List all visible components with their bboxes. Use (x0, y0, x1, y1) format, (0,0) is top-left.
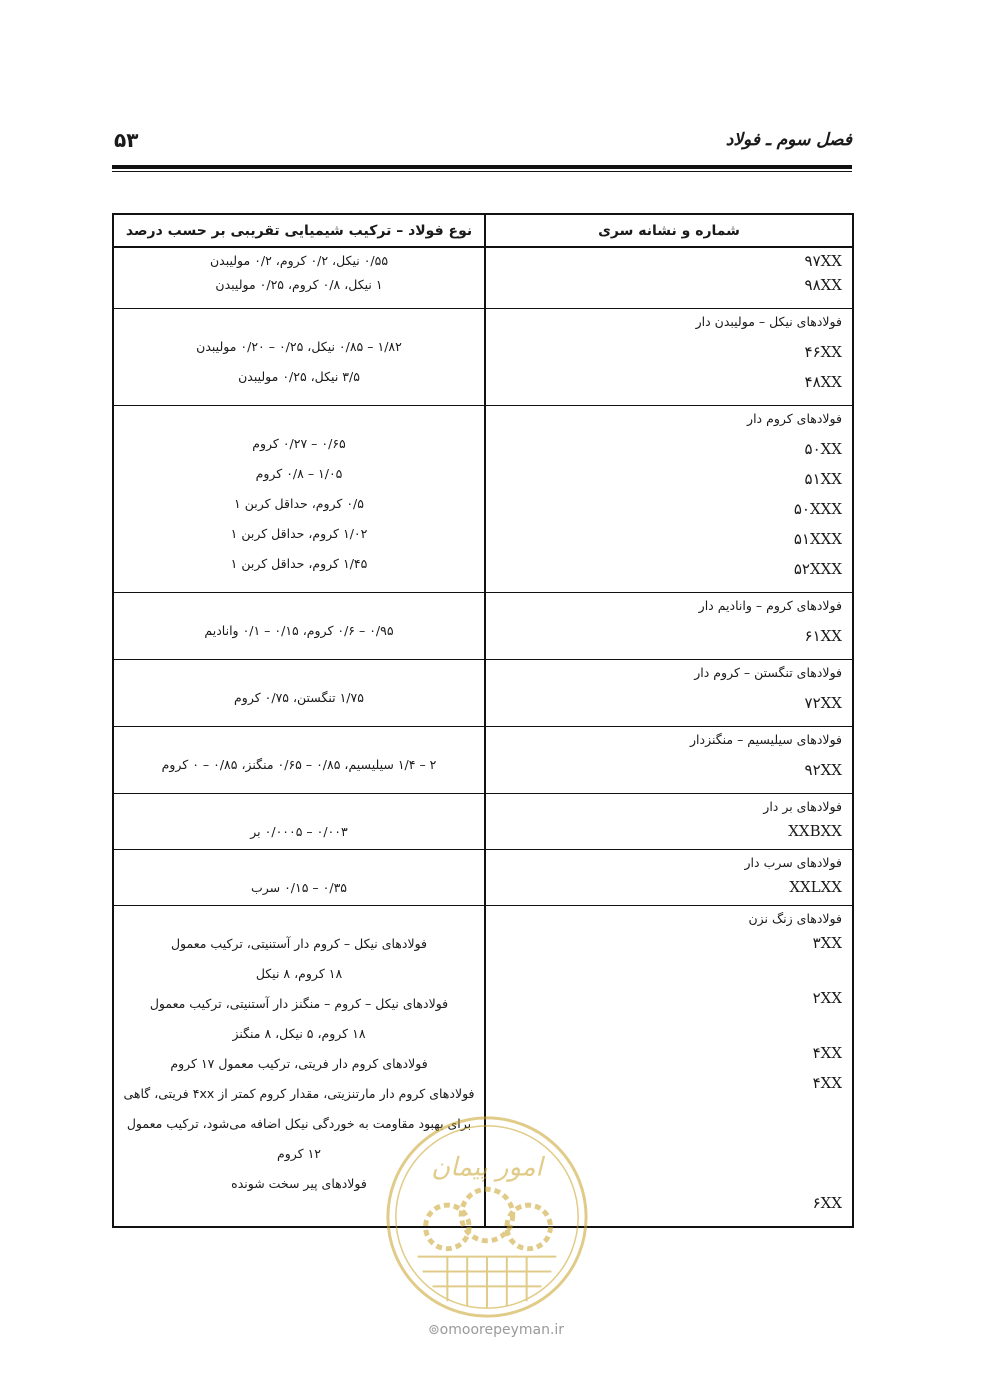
composition-line: ۱/۰۵ – ۰/۸ کروم (255, 466, 343, 481)
header-rule-thick (112, 165, 852, 169)
composition-line: ۳/۵ نیکل، ۰/۲۵ مولیبدن (238, 369, 360, 384)
table-row (113, 406, 853, 593)
composition-cell (113, 660, 485, 727)
series-cell (485, 660, 853, 727)
series-column-header: شماره و نشانه سری (485, 214, 853, 247)
table-row (113, 660, 853, 727)
composition-line: فولادهای نیکل – کروم – منگنز دار آستنیتی، ترکیب معمول (149, 996, 449, 1011)
series-cell (485, 850, 853, 906)
composition-line: ۱/۷۵ تنگستن، ۰/۷۵ کروم (234, 690, 364, 705)
steel-series-table (112, 213, 854, 1228)
composition-line: ۱۸ کروم، ۵ نیکل، ۸ منگنز (232, 1026, 366, 1041)
group-title: فولادهای زنگ نزن (748, 911, 842, 926)
composition-cell (113, 593, 485, 660)
table-row (113, 794, 853, 850)
chapter-title: فصل سوم ـ فولاد (725, 130, 852, 150)
composition-line: ۱/۸۲ – ۰/۸۵ نیکل، ۰/۲۵ – ۰/۲۰ مولیبدن (196, 339, 402, 354)
composition-line: ۱۸ کروم، ۸ نیکل (255, 966, 343, 981)
composition-line: فولادهای نیکل – کروم دار آستنیتی، ترکیب معمول (170, 936, 428, 951)
composition-line: ۰/۰۰۳ – ۰/۰۰۰۵ بر (250, 824, 348, 839)
composition-line: ۰/۵۵ نیکل، ۰/۲ کروم، ۰/۲ مولیبدن (209, 253, 389, 268)
composition-line: برای بهبود مقاومت به خوردگی نیکل اضافه می‌شود، ترکیب معمول (126, 1116, 472, 1131)
group-title: فولادهای نیکل – مولیبدن دار (695, 314, 842, 329)
series-code: ۹۸XX (804, 276, 842, 294)
series-code: ۳XX (812, 934, 842, 952)
table-row (113, 593, 853, 660)
series-code: ۷۲XX (804, 694, 842, 712)
table-row (113, 727, 853, 794)
series-code: ۵۱XX (804, 470, 842, 488)
series-cell (485, 794, 853, 850)
series-code: ۵۰XX (804, 440, 842, 458)
site-url-text: omoorepeyman.ir (439, 1322, 565, 1338)
composition-cell (113, 850, 485, 906)
at-sign-icon: ⊚ (427, 1322, 440, 1338)
series-code: ۴XX (812, 1044, 842, 1062)
series-code: ۲XX (812, 989, 842, 1007)
series-cell (485, 247, 853, 309)
watermark-seal-logo (378, 1108, 596, 1326)
series-code: ۴۶XX (804, 343, 842, 361)
series-code: ۹۲XX (804, 761, 842, 779)
composition-line: ۰/۵ کروم، حداقل کربن ۱ (234, 496, 364, 511)
series-cell (485, 727, 853, 794)
group-title: فولادهای تنگستن – کروم دار (694, 665, 842, 680)
composition-column-header: نوع فولاد – ترکیب شیمیایی تقریبی بر حسب درصد (113, 214, 485, 247)
series-code: ۴XX (812, 1074, 842, 1092)
header-rule-thin (112, 171, 852, 172)
composition-line: ۰/۹۵ – ۰/۶ کروم، ۰/۱۵ – ۰/۱ وانادیم (204, 623, 394, 638)
composition-line: ۰/۳۵ – ۰/۱۵ سرب (250, 880, 348, 895)
table-row (113, 247, 853, 309)
page-header (112, 128, 852, 158)
table-row (113, 309, 853, 406)
composition-cell (113, 247, 485, 309)
series-code: ۶۱XX (804, 627, 842, 645)
composition-line: فولادهای پیر سخت شونده (231, 1176, 367, 1191)
composition-cell (113, 727, 485, 794)
site-url (0, 1322, 992, 1338)
composition-cell (113, 794, 485, 850)
composition-line: ۱۲ کروم (276, 1146, 322, 1161)
group-title: فولادهای سرب دار (744, 855, 842, 870)
group-title: فولادهای کروم – وانادیم دار (698, 598, 842, 613)
group-title: فولادهای کروم دار (747, 411, 842, 426)
composition-line: ۰/۶۵ – ۰/۲۷ کروم (252, 436, 346, 451)
group-title: فولادهای بر دار (763, 799, 842, 814)
svg-text:امور پیمان: امور پیمان (431, 1152, 543, 1183)
series-code: ۴۸XX (804, 373, 842, 391)
table-row (113, 850, 853, 906)
series-code: ۵۰XXX (793, 500, 842, 518)
series-cell (485, 406, 853, 593)
series-code: ۵۲XXX (793, 560, 842, 578)
composition-line: ۲ – ۱/۴ سیلیسیم، ۰/۸۵ – ۰/۶۵ منگنز، ۰/۸۵ – ۰ کروم (161, 757, 437, 772)
series-code: ۶XX (812, 1194, 842, 1212)
composition-line: فولادهای کروم دار فریتی، ترکیب معمول ۱۷ کروم (170, 1056, 428, 1071)
composition-line: ۱/۴۵ کروم، حداقل کربن ۱ (230, 556, 368, 571)
series-code: ۵۱XXX (793, 530, 842, 548)
series-code: XXBXX (788, 822, 842, 840)
composition-line: ۱ نیکل، ۰/۸ کروم، ۰/۲۵ مولیبدن (215, 277, 383, 292)
series-cell (485, 309, 853, 406)
page-number: ۵۳ (114, 128, 139, 152)
composition-cell (113, 406, 485, 593)
group-title: فولادهای سیلیسیم – منگنزدار (690, 732, 842, 747)
series-code: ۹۷XX (804, 252, 842, 270)
composition-line: فولادهای کروم دار مارتنزیتی، مقدار کروم کمتر از ۴xx فریتی، گاهی (123, 1086, 475, 1101)
composition-line: ۱/۰۲ کروم، حداقل کربن ۱ (230, 526, 368, 541)
series-code: XXLXX (789, 878, 842, 896)
composition-cell (113, 309, 485, 406)
table-header-row (113, 214, 853, 247)
series-cell (485, 593, 853, 660)
